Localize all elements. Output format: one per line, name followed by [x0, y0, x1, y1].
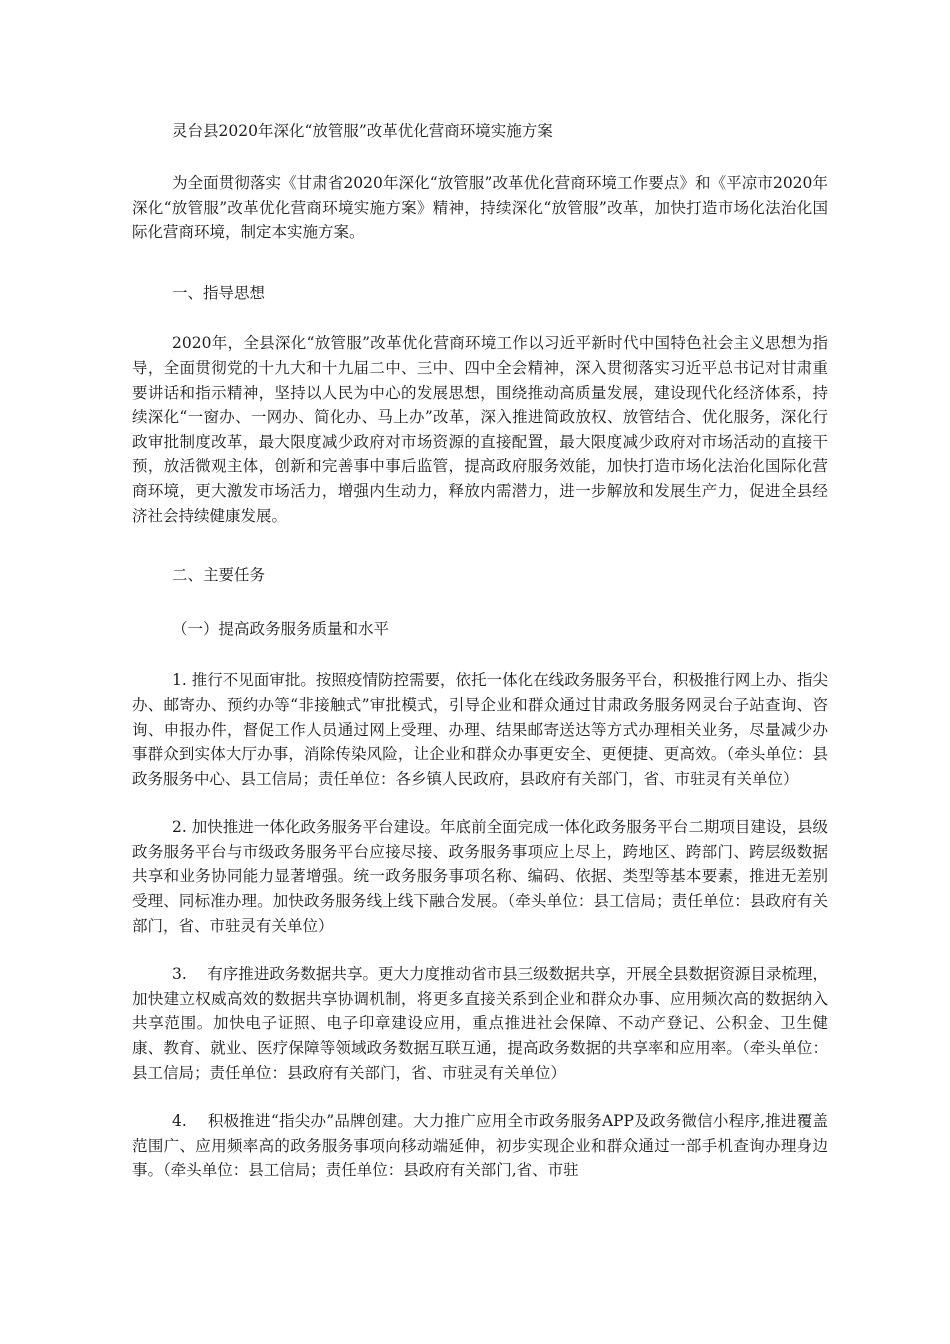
- document-title: 灵台县2020年深化“放管服”改革优化营商环境实施方案: [172, 122, 553, 140]
- task-item-3: 3. 有序推进政务数据共享。更大力度推动省市县三级数据共享，开展全县数据资源目录梳理，加快建立权威高效的数据共享协调机制，将更多直接关系到企业和群众办事、应用频次高的数据纳入共享范围。加快电子证照、电子印章建设应用，重点推进社会保障、不动产登记、公积金、卫生健康、教育、就业、医疗保障等领域政务数据互联互通，提高政务数据的共享率和应用率。（牵头单位：县工信局；责任单位：县政府有关部门，省、市驻灵有关单位）: [132, 965, 828, 1082]
- task-item-2: 2. 加快推进一体化政务服务平台建设。年底前全面完成一体化政务服务平台二期项目建设，县级政务服务平台与市级政务服务平台应接尽接、政务服务事项应上尽上，跨地区、跨部门、跨层级数据共享和业务协同能力显著增强。统一政务服务事项名称、编码、依据、类型等基本要素，推进无差别受理、同标准办理。加快政务服务线上线下融合发展。（牵头单位：县工信局；责任单位：县政府有关部门，省、市驻灵有关单位）: [132, 818, 828, 935]
- intro-paragraph: 为全面贯彻落实《甘肃省2020年深化“放管服”改革优化营商环境工作要点》和《平凉市2020年深化“放管服”改革优化营商环境实施方案》精神，持续深化“放管服”改革，加快打造市场化法治化国际化营商环境，制定本实施方案。: [132, 174, 828, 242]
- subsection-heading-government-services: （一）提高政务服务质量和水平: [172, 619, 390, 638]
- section-heading-main-tasks: 二、主要任务: [172, 566, 266, 585]
- document-page: [132, 112, 828, 1183]
- guiding-ideology-paragraph: 2020年，全县深化“放管服”改革优化营商环境工作以习近平新时代中国特色社会主义思想为指导，全面贯彻党的十九大和十九届二中、三中、四中全会精神，深入贯彻落实习近平总书记对甘肃重要讲话和指示精神，坚持以人民为中心的发展思想，围绕推动高质量发展，建设现代化经济体系，持续深化“一窗办、一网办、简化办、马上办”改革，深入推进简政放权、放管结合、优化服务，深化行政审批制度改革，最大限度减少政府对市场资源的直接配置，最大限度减少政府对市场活动的直接干预，放活微观主体，创新和完善事中事后监管，提高政府服务效能，加快打造市场化法治化国际化营商环境，更大激发市场活力，增强内生动力，释放内需潜力，进一步解放和发展生产力，促进全县经济社会持续健康发展。: [132, 334, 828, 525]
- section-heading-guiding-ideology: 一、指导思想: [172, 283, 266, 302]
- task-item-4: 4. 积极推进“指尖办”品牌创建。大力推广应用全市政务服务APP及政务微信小程序,推进覆盖范围广、应用频率高的政务服务事项向移动端延伸，初步实现企业和群众通过一部手机查询办理身边事。（牵头单位：县工信局；责任单位：县政府有关部门,省、市驻: [132, 1112, 828, 1180]
- task-item-1: 1. 推行不见面审批。按照疫情防控需要，依托一体化在线政务服务平台，积极推行网上办、指尖办、邮寄办、预约办等“非接触式”审批模式，引导企业和群众通过甘肃政务服务网灵台子站查询、咨询、申报办件，督促工作人员通过网上受理、办理、结果邮寄送达等方式办理相关业务，尽量减少办事群众到实体大厅办事，消除传染风险，让企业和群众办事更安全、更便捷、更高效。（牵头单位：县政务服务中心、县工信局；责任单位：各乡镇人民政府，县政府有关部门，省、市驻灵有关单位）: [132, 671, 828, 788]
